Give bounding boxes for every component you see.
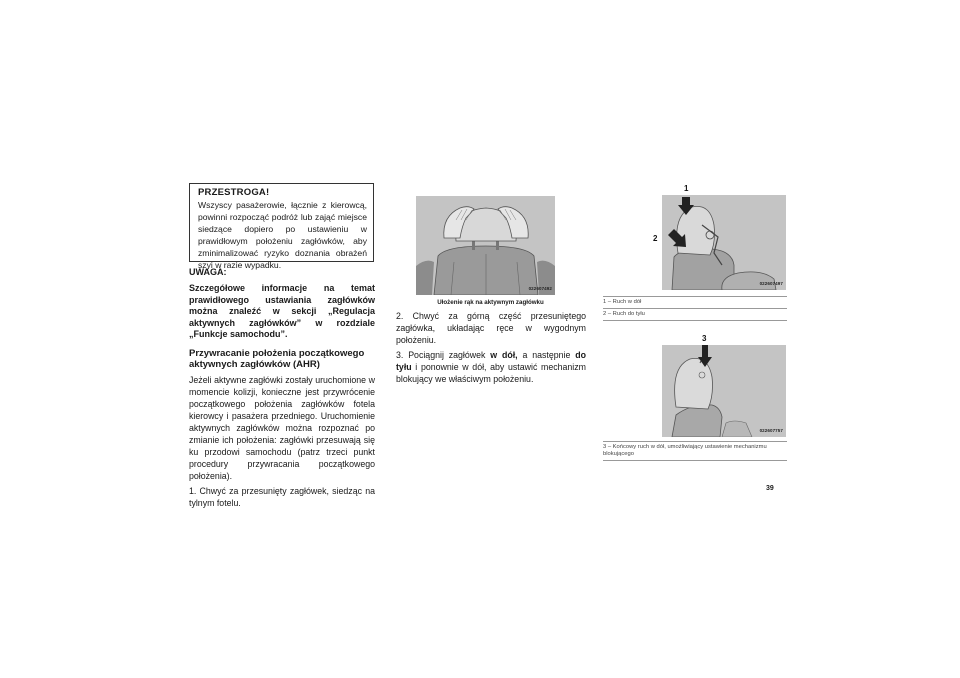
- figure-code: 022607492: [528, 286, 552, 291]
- step-3-bold-down: w dół,: [490, 350, 518, 360]
- legend-item-2: 2 – Ruch do tyłu: [603, 309, 787, 321]
- step-2: 2. Chwyć za górną część przesuniętego zagłówka, układając ręce w wygodnym położeniu.: [396, 311, 586, 345]
- headrest-final-illustration: [662, 345, 786, 437]
- step-1: 1. Chwyć za przesunięty zagłówek, siedząc na tylnym fotelu.: [189, 485, 375, 508]
- note-text: Szczegółowe informacje na temat prawidłowego ustawiania zagłówków można znaleźć w sekcji „Regulacja aktywnych zagłówków” w rozdziale „Funkcje samochodu”.: [189, 283, 375, 339]
- figure-headrest-final: [662, 345, 786, 437]
- section-title: Przywracanie położenia początkowego aktywnych zagłówków (AHR): [189, 347, 365, 370]
- callout-1: 1: [684, 184, 689, 193]
- figure-hands-on-headrest: [416, 196, 555, 295]
- callout-2: 2: [653, 234, 658, 243]
- figure-headrest-arrows: [662, 195, 786, 290]
- legend-item-3: 3 – Końcowy ruch w dół, umożliwiający ustawienie mechanizmu blokującego: [603, 441, 787, 461]
- figure-caption: Ułożenie rąk na aktywnym zagłówku: [437, 299, 544, 306]
- warning-box: [189, 183, 374, 270]
- step-3-text: 3. Pociągnij zagłówek: [396, 350, 491, 360]
- left-column: [189, 267, 375, 512]
- legend-item-1: 1 – Ruch w dół: [603, 296, 787, 309]
- warning-title: PRZESTROGA!: [198, 187, 270, 198]
- legend-figure-3: [603, 441, 787, 461]
- callout-3: 3: [702, 334, 707, 343]
- page-number: 39: [766, 485, 774, 492]
- headrest-arrows-illustration: [662, 195, 786, 290]
- step-3: [396, 349, 586, 385]
- headrest-hands-illustration: [416, 196, 555, 295]
- note-title: UWAGA:: [189, 267, 227, 277]
- step-3-text-middle: a następnie: [517, 350, 576, 360]
- figure-code: 022607757: [759, 428, 783, 433]
- step-3-text-end: i ponownie w dół, aby ustawić mechanizm blokujący we właściwym położeniu.: [396, 362, 586, 384]
- section-intro: Jeżeli aktywne zagłówki zostały uruchomione w momencie kolizji, konieczne jest przywrócenie początkowego położenia zagłówków fotela kierowcy i pasażera przedniego. Uruchomienie aktywnych zagłówków można rozpoznać po zmianie ich położenia: zagłówki przesuwają się ku przodowi samochodu (patrz trzeci punkt procedury przywracania początkowego położenia).: [189, 374, 375, 481]
- figure-code: 022607497: [759, 281, 783, 286]
- middle-column: [396, 310, 586, 388]
- warning-text: Wszyscy pasażerowie, łącznie z kierowcą, powinni rozpocząć podróż lub zająć miejsce siedzące dopiero po ustawieniu w prawidłowym położeniu zagłówków, aby zminimalizować ryzyko doznania obrażeń szyi w razie wypadku.: [198, 200, 367, 270]
- step-3-bold-back: do tyłu: [396, 350, 586, 372]
- legend-figure-2: [603, 296, 787, 321]
